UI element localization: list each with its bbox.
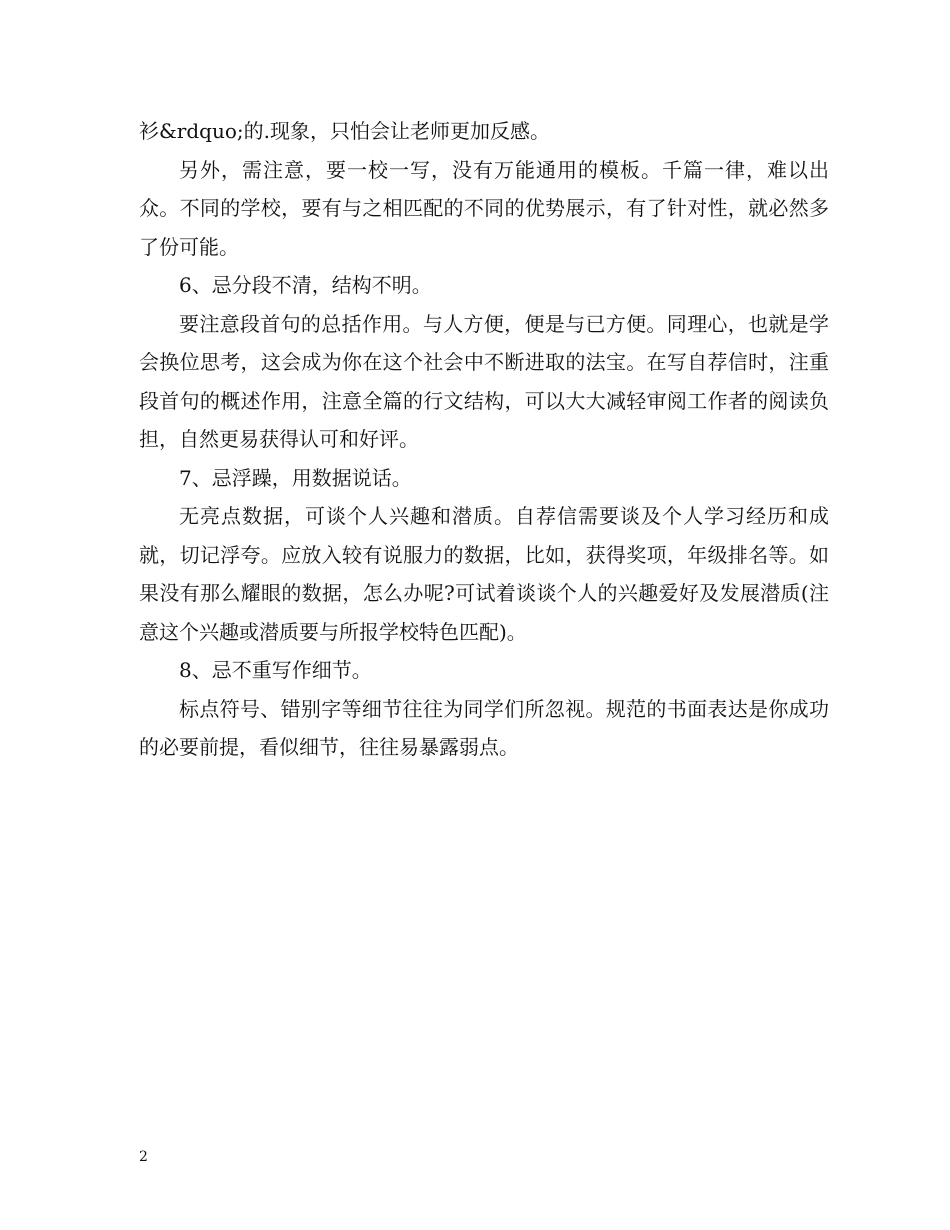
paragraph-data-advice: 无亮点数据，可谈个人兴趣和潜质。自荐信需要谈及个人学习经历和成就，切记浮夸。应放入较有说服力的数据，比如，获得奖项，年级排名等。如果没有那么耀眼的数据，怎么办呢?可试着谈谈个人的兴趣爱好及发展潜质(注意这个兴趣或潜质要与所报学校特色匹配)。: [139, 504, 829, 644]
heading-item-6: 6、忌分段不清，结构不明。: [179, 273, 432, 297]
document-body: [139, 112, 829, 767]
paragraph-detail-advice: 标点符号、错别字等细节往往为同学们所忽视。规范的书面表达是你成功的必要前提，看似细节，往往易暴露弱点。: [139, 696, 829, 759]
paragraph-template-advice: 另外，需注意，要一校一写，没有万能通用的模板。千篇一律，难以出众。不同的学校，要有与之相匹配的不同的优势展示，有了针对性，就必然多了份可能。: [139, 157, 829, 259]
paragraph-continuation: 衫&rdquo;的.现象，只怕会让老师更加反感。: [139, 119, 550, 143]
heading-item-8: 8、忌不重写作细节。: [179, 658, 372, 682]
page-number: 2: [139, 1149, 148, 1165]
paragraph-structure-advice: 要注意段首句的总括作用。与人方便，便是与已方便。同理心，也就是学会换位思考，这会成为你在这个社会中不断进取的法宝。在写自荐信时，注重段首句的概述作用，注意全篇的行文结构，可以大大减轻审阅工作者的阅读负担，自然更易获得认可和好评。: [139, 311, 829, 451]
heading-item-7: 7、忌浮躁，用数据说话。: [179, 465, 412, 490]
